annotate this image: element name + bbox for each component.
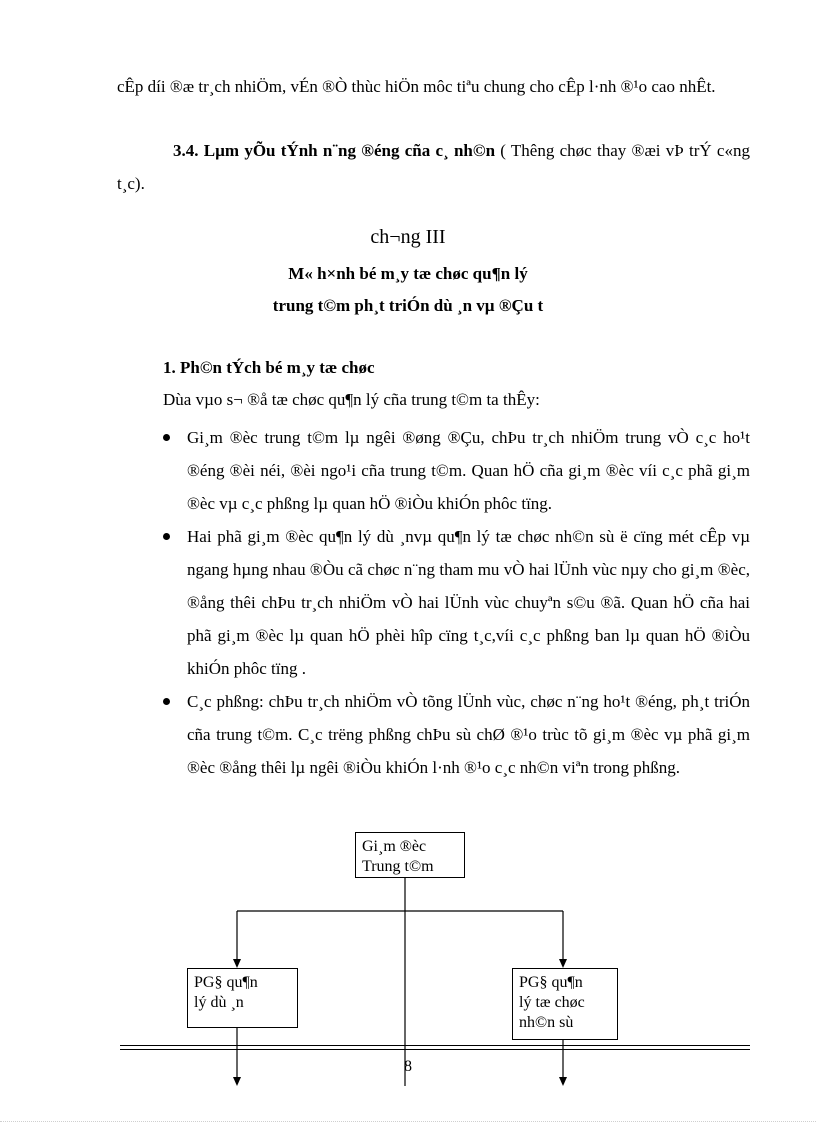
deputy-hr-box: PG§ qu¶n lý tæ chøc nh©n sù (512, 968, 618, 1040)
section-1-heading: 1. Ph©n tÝch bé m¸y tæ chøc (163, 358, 375, 377)
bullet-icon (163, 434, 170, 441)
page-bottom-divider (0, 1121, 816, 1122)
list-item: Gi¸m ®èc trung t©m lµ ngêi ®øng ®Çu, chÞu tr¸ch nhiÖm trung vÒ c¸c ho¹t ®éng ®èi néi, ®èi ngo¹i cña trung t©m. Quan hÖ cña gi¸m ®èc víi c¸c phã gi¸m ®èc vµ c¸c phßng lµ quan hÖ ®iÒu khiÓn phôc tïng. (163, 421, 750, 520)
left-down-arrow-icon (233, 1077, 241, 1086)
chapter-title-line-1: M« h×nh bé m¸y tæ chøc qu¶n lý (288, 264, 528, 283)
list-item: C¸c phßng: chÞu tr¸ch nhiÖm vÒ tõng lÜnh vùc, chøc n¨ng ho¹t ®éng, ph¸t triÓn cña trung t©m. C¸c trëng phßng chÞu sù chØ ®¹o trùc tõ gi¸m ®èc vµ phã gi¸m ®èc ®ång thêi lµ ngêi ®iÒu khiÓn l·nh ®¹o c¸c nh©n viªn trong phßng. (163, 685, 750, 784)
director-box: Gi¸m ®èc Trung t©m (355, 832, 465, 878)
deputy-project-box: PG§ qu¶n lý dù ¸n (187, 968, 298, 1028)
analysis-bullet-list (163, 421, 750, 784)
bullet-icon (163, 698, 170, 705)
section-3-4-heading: 3.4. Lµm yÕu tÝnh n¨ng ®éng cña c¸ nh©n (173, 141, 496, 160)
continuation-paragraph: cÊp díi ®æ tr¸ch nhiÖm, vÉn ®Ò thùc hiÖn môc tiªu chung cho cÊp l·nh ®¹o cao nhÊt. (117, 77, 716, 96)
right-arrow-head-icon (559, 959, 567, 968)
chapter-label: ch¬ng III (370, 226, 446, 248)
right-down-arrow-icon (559, 1077, 567, 1086)
chapter-title-line-2: trung t©m ph¸t triÓn dù ¸n vµ ®Çu t (272, 296, 544, 315)
footer-rule-bottom (120, 1049, 750, 1050)
bullet-icon (163, 533, 170, 540)
left-arrow-head-icon (233, 959, 241, 968)
footer-rule-top (120, 1045, 750, 1046)
page-number: 8 (404, 1058, 412, 1075)
section-3-4-paragraph (117, 134, 750, 200)
section-3-4-body: ( Thêng chøc thay ®æi vÞ trÝ c«ng t¸c). (117, 141, 750, 193)
section-1-intro: Dùa vµo s¬ ®å tæ chøc qu¶n lý cña trung t©m ta thÊy: (163, 390, 540, 409)
list-item: Hai phã gi¸m ®èc qu¶n lý dù ¸nvµ qu¶n lý tæ chøc nh©n sù ë cïng mét cÊp vµ ngang hµng nhau ®Òu cã chøc n¨ng tham mu vÒ hai lÜnh vùc nµy cho gi¸m ®èc, ®ång thêi chÞu tr¸ch nhiÖm vÒ hai lÜnh vùc chuyªn s©u ®ã. Quan hÖ cña hai phã gi¸m ®èc lµ quan hÖ phèi hîp cïng t¸c,víi c¸c phßng ban lµ quan hÖ ®iÒu khiÓn phôc tïng . (163, 520, 750, 685)
